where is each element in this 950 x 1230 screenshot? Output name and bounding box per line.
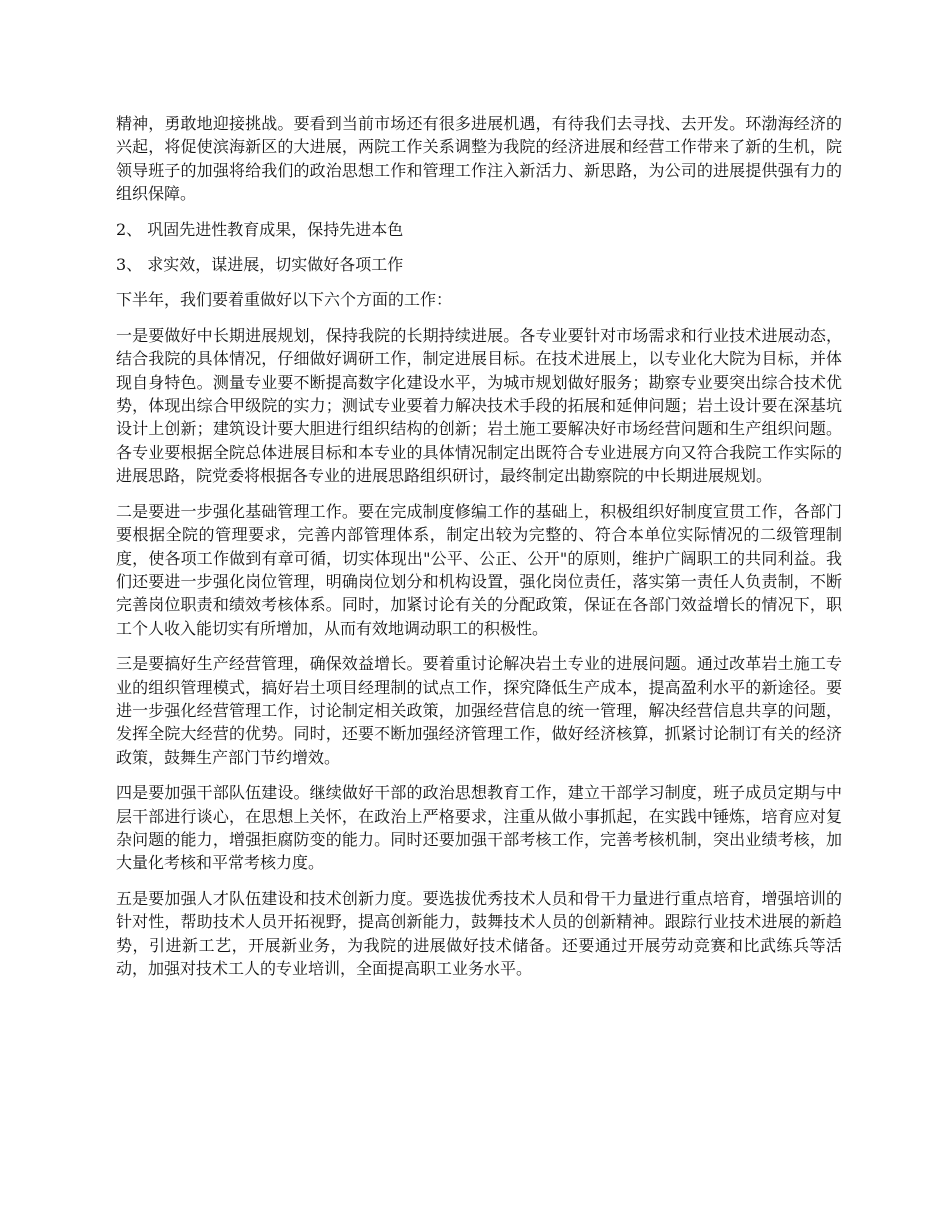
heading-item-2: 2、 巩固先进性教育成果，保持先进本色 (116, 219, 404, 239)
document-body (116, 112, 842, 992)
paragraph-intro-continuation: 精神，勇敢地迎接挑战。要看到当前市场还有很多进展机遇，有待我们去寻找、去开发。环渤海经济的兴起，将促使滨海新区的大进展，两院工作关系调整为我院的经济进展和经营工作带来了新的生机，院领导班子的加强将给我们的政治思想工作和管理工作注入新活力、新思路，为公司的进展提供强有力的组织保障。 (116, 114, 842, 204)
paragraph-point-three: 三是要搞好生产经营管理，确保效益增长。要着重讨论解决岩土专业的进展问题。通过改革岩土施工专业的组织管理模式，搞好岩土项目经理制的试点工作，探究降低生产成本，提高盈利水平的新途径。要进一步强化经营管理工作，讨论制定相关政策，加强经营信息的统一管理，解决经营信息共享的问题，发挥全院大经营的优势。同时，还要不断加强经济管理工作，做好经济核算，抓紧讨论制订有关的经济政策，鼓舞生产部门节约增效。 (116, 654, 842, 767)
paragraph-point-five: 五是要加强人才队伍建设和技术创新力度。要选拔优秀技术人员和骨干力量进行重点培育，增强培训的针对性，帮助技术人员开拓视野，提高创新能力，鼓舞技术人员的创新精神。跟踪行业技术进展的新趋势，引进新工艺，开展新业务，为我院的进展做好技术储备。还要通过开展劳动竞赛和比武练兵等活动，加强对技术工人的专业培训，全面提高职工业务水平。 (116, 888, 842, 978)
paragraph-point-one: 一是要做好中长期进展规划，保持我院的长期持续进展。各专业要针对市场需求和行业技术进展动态，结合我院的具体情况，仔细做好调研工作，制定进展目标。在技术进展上，以专业化大院为目标，并体现自身特色。测量专业要不断提高数字化建设水平，为城市规划做好服务；勘察专业要突出综合技术优势，体现出综合甲级院的实力；测试专业要着力解决技术手段的拓展和延伸问题；岩土设计要在深基坑设计上创新；建筑设计要大胆进行组织结构的创新；岩土施工要解决好市场经营问题和生产组织问题。各专业要根据全院总体进展目标和本专业的具体情况制定出既符合专业进展方向又符合我院工作实际的进展思路，院党委将根据各专业的进展思路组织研讨，最终制定出勘察院的中长期进展规划。 (116, 325, 842, 486)
heading-item-3: 3、 求实效，谋进展，切实做好各项工作 (116, 255, 404, 275)
paragraph-point-two: 二是要进一步强化基础管理工作。要在完成制度修编工作的基础上，积极组织好制度宣贯工作，各部门要根据全院的管理要求，完善内部管理体系，制定出较为完整的、符合本单位实际情况的二级管理制度，使各项工作做到有章可循，切实体现出"公平、公正、公开"的原则，维护广阔职工的共同利益。我们还要进一步强化岗位管理，明确岗位划分和机构设置，强化岗位责任，落实第一责任人负责制，不断完善岗位职责和绩效考核体系。同时，加紧讨论有关的分配政策，保证在各部门效益增长的情况下，职工个人收入能切实有所增加，从而有效地调动职工的积极性。 (116, 501, 842, 638)
paragraph-second-half-intro: 下半年，我们要着重做好以下六个方面的工作： (116, 290, 453, 310)
paragraph-point-four: 四是要加强干部队伍建设。继续做好干部的政治思想教育工作，建立干部学习制度，班子成员定期与中层干部进行谈心，在思想上关怀，在政治上严格要求，注重从做小事抓起，在实践中锤炼，培育应对复杂问题的能力，增强拒腐防变的能力。同时还要加强干部考核工作，完善考核机制，突出业绩考核，加大量化考核和平常考核力度。 (116, 783, 842, 873)
